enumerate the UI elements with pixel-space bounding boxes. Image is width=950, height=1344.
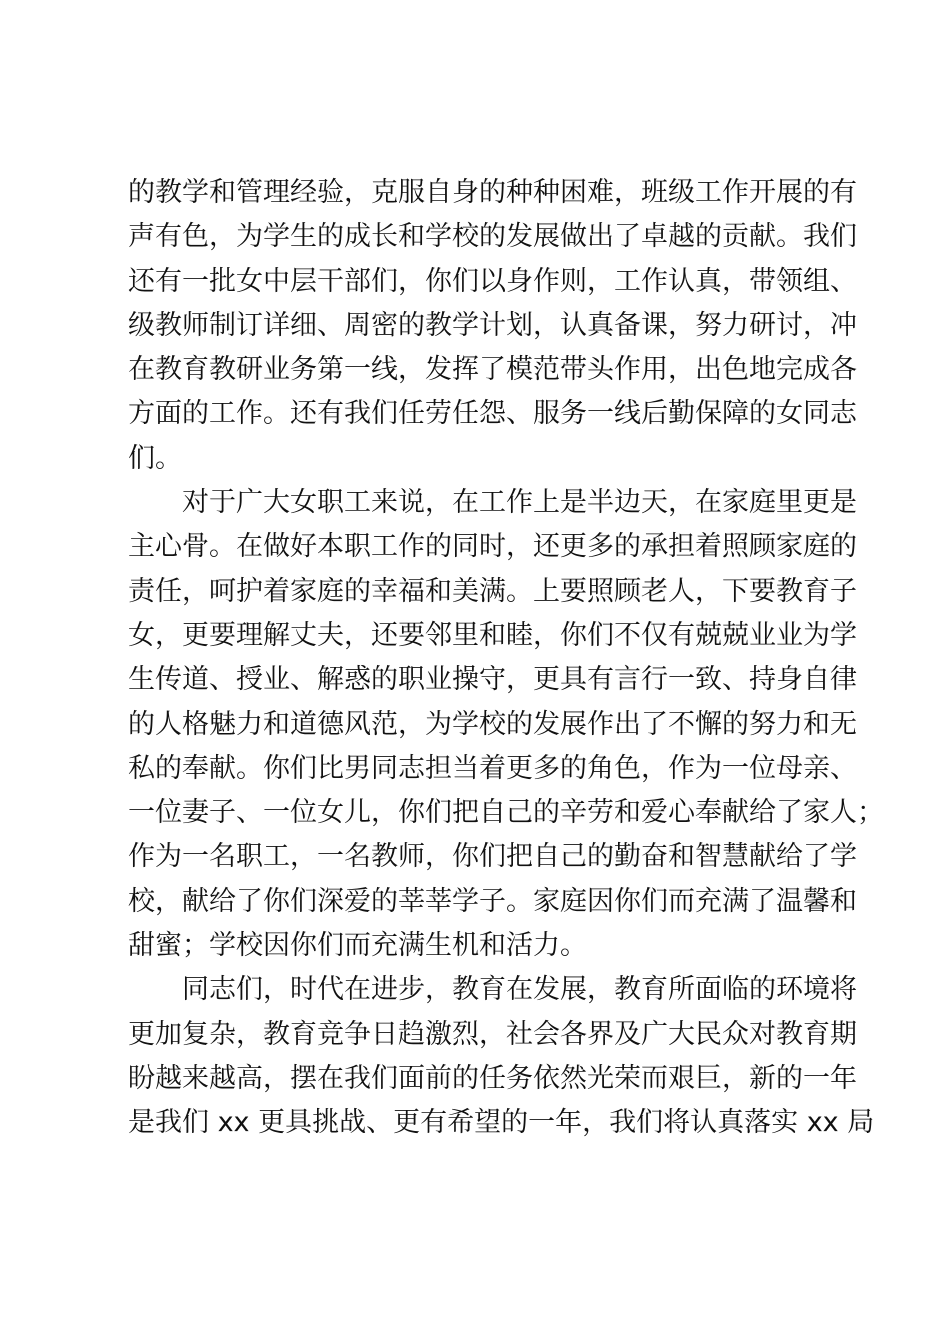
text-line: 对于广大女职工来说，在工作上是半边天，在家庭里更是 <box>128 487 857 519</box>
text-line: 声有色，为学生的成长和学校的发展做出了卓越的贡献。我们 <box>128 221 857 253</box>
text-line: 私的奉献。你们比男同志担当着更多的角色，作为一位母亲、 <box>128 752 857 784</box>
text-line: 作为一名职工，一名教师，你们把自己的勤奋和智慧献给了学 <box>128 841 857 873</box>
text-line: 责任，呵护着家庭的幸福和美满。上要照顾老人，下要教育子 <box>128 575 857 607</box>
text-line: 的教学和管理经验，克服自身的种种困难，班级工作开展的有 <box>128 177 857 208</box>
text-line: 们。 <box>128 442 182 474</box>
text-line: 一位妻子、一位女儿，你们把自己的辛劳和爱心奉献给了家人； <box>128 797 884 829</box>
text-line: 同志们，时代在进步，教育在发展，教育所面临的环境将 <box>128 974 857 1006</box>
text-line: 女，更要理解丈夫，还要邻里和睦，你们不仅有兢兢业业为学 <box>128 619 857 651</box>
text-line: 甜蜜；学校因你们而充满生机和活力。 <box>128 930 587 962</box>
text-line: 盼越来越高，摆在我们面前的任务依然光荣而艰巨，新的一年 <box>128 1062 857 1094</box>
text-line: 更加复杂，教育竞争日趋激烈，社会各界及广大民众对教育期 <box>128 1018 857 1050</box>
text-line: 级教师制订详细、周密的教学计划，认真备课，努力研讨，冲 <box>128 309 857 341</box>
text-line: 还有一批女中层干部们，你们以身作则，工作认真，带领组、 <box>128 265 857 297</box>
text-line: 是我们 xx 更具挑战、更有希望的一年，我们将认真落实 xx 局 <box>128 1107 875 1139</box>
text-line: 方面的工作。还有我们任劳任怨、服务一线后勤保障的女同志 <box>128 398 857 430</box>
body-text <box>128 171 884 1146</box>
text-line: 主心骨。在做好本职工作的同时，还更多的承担着照顾家庭的 <box>128 531 857 563</box>
text-line: 生传道、授业、解惑的职业操守，更具有言行一致、持身自律 <box>128 664 857 696</box>
text-line: 在教育教研业务第一线，发挥了模范带头作用，出色地完成各 <box>128 354 857 386</box>
text-line: 校，献给了你们深爱的莘莘学子。家庭因你们而充满了温馨和 <box>128 885 857 917</box>
text-line: 的人格魅力和道德风范，为学校的发展作出了不懈的努力和无 <box>128 708 857 740</box>
